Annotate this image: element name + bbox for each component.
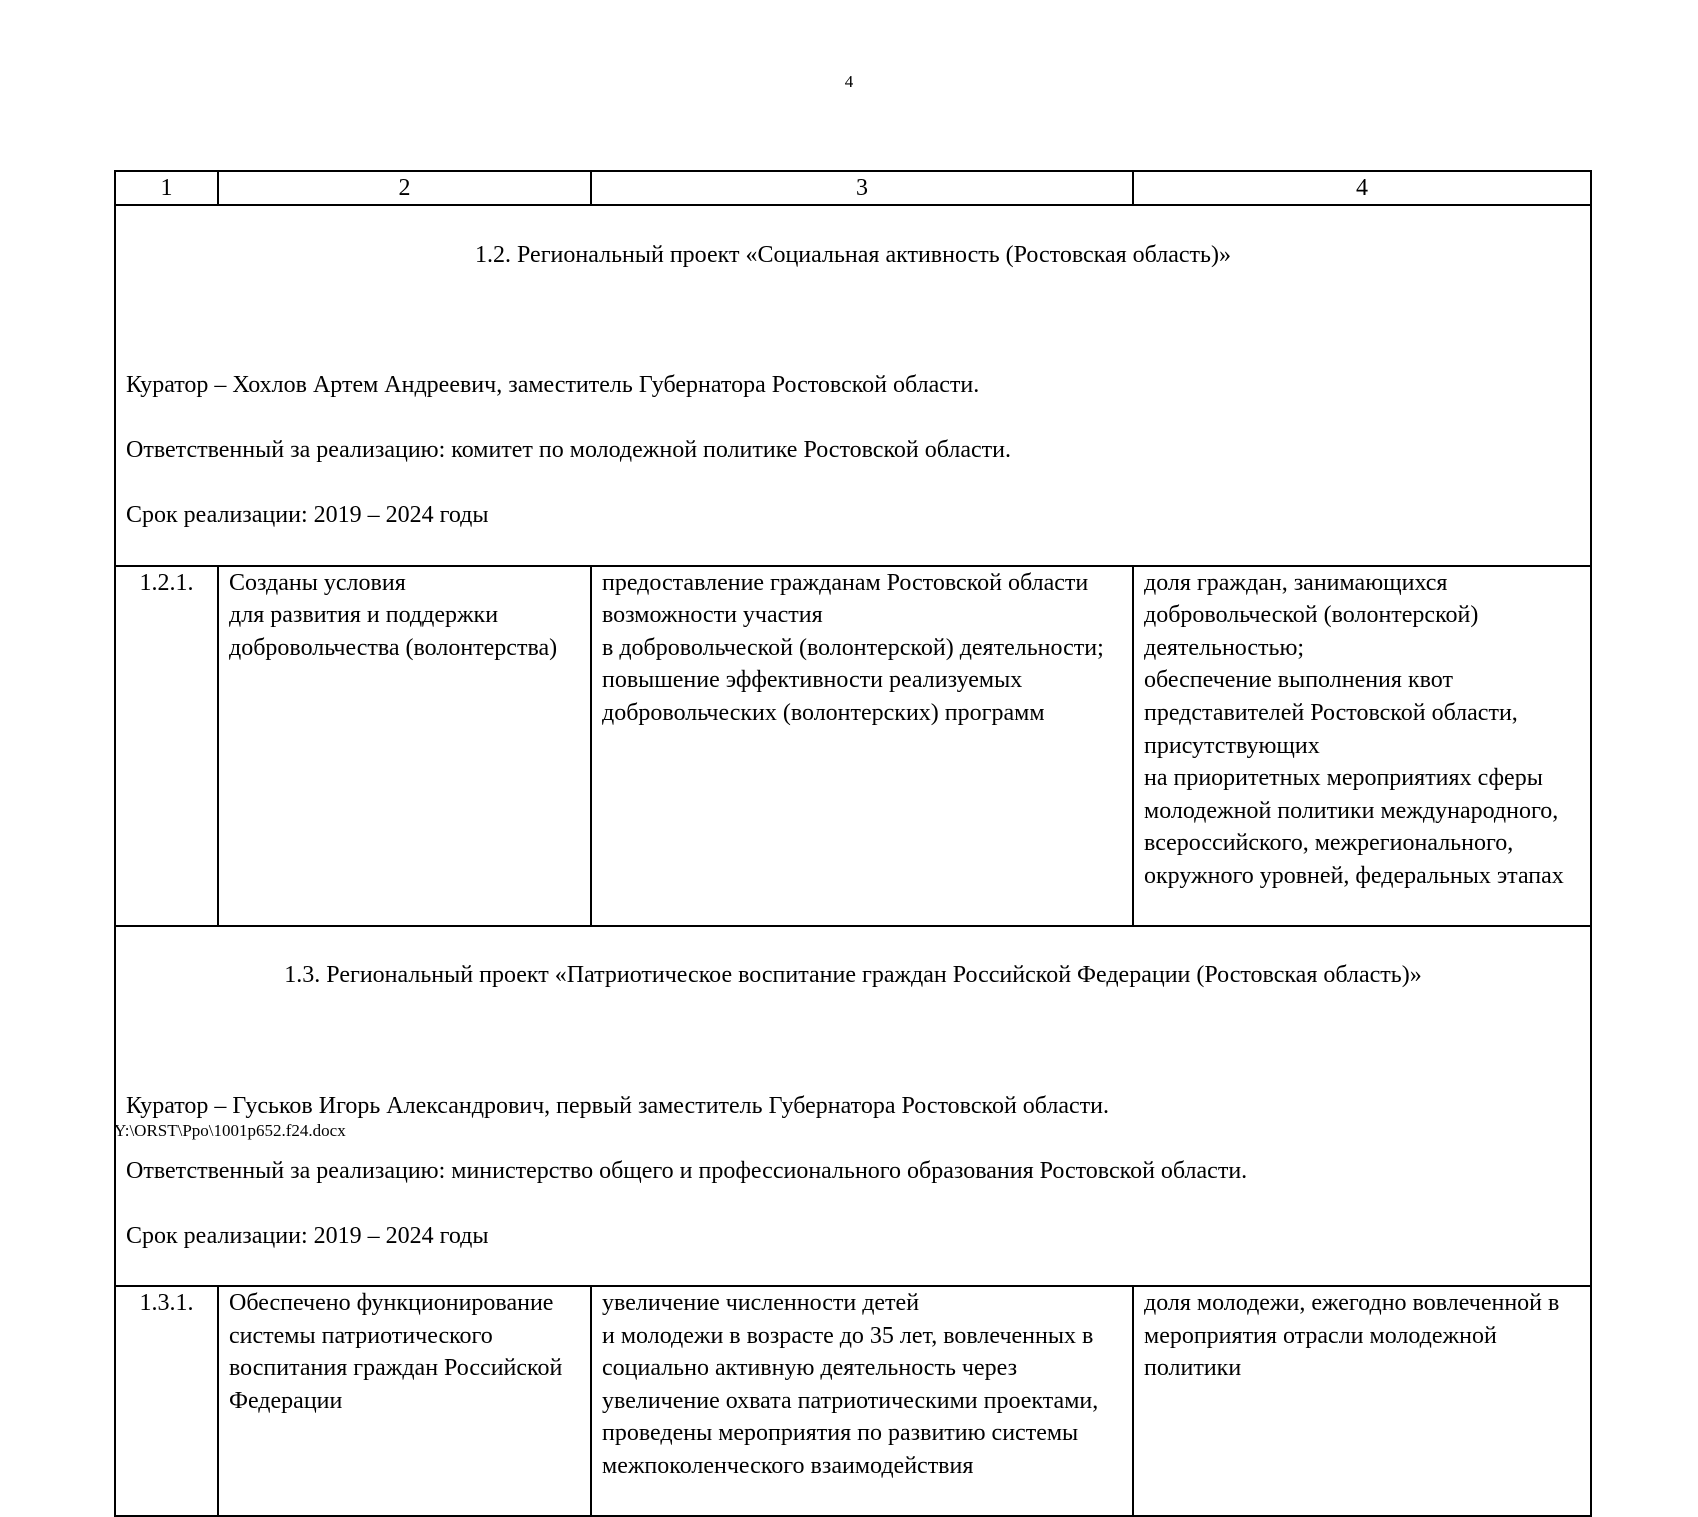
section-header-row xyxy=(115,205,1591,566)
row-number: 1.2.1. xyxy=(115,566,218,926)
row-description: увеличение численности детей и молодежи в возрасте до 35 лет, вовлеченных в социально активную деятельность через увеличение охвата патриотическими проектами, проведены мероприятия по развитию системы межпоколенческого взаимодействия xyxy=(591,1286,1133,1516)
column-header-3: 3 xyxy=(591,171,1133,205)
section-header-cell xyxy=(115,205,1591,566)
table-row xyxy=(115,1286,1591,1516)
section-responsible: Ответственный за реализацию: министерство общего и профессионального образования Ростовской области. xyxy=(126,1157,1248,1184)
page-number: 4 xyxy=(844,72,854,91)
section-responsible: Ответственный за реализацию: комитет по молодежной политике Ростовской области. xyxy=(126,437,1011,464)
document-table xyxy=(114,170,1592,1517)
row-indicator: доля граждан, занимающихся добровольческой (волонтерской) деятельностью; обеспечение выполнения квот представителей Ростовской области, присутствующих на приоритетных мероприятиях сферы молодежной политики международного, всероссийского, межрегионального, окружного уровней, федеральных этапах xyxy=(1133,566,1591,926)
row-indicator: доля молодежи, ежегодно вовлеченной в мероприятия отрасли молодежной политики xyxy=(1133,1286,1591,1516)
section-header-row xyxy=(115,926,1591,1287)
section-term: Срок реализации: 2019 – 2024 годы xyxy=(126,502,489,529)
row-result: Обеспечено функционирование системы патриотического воспитания граждан Российской Федерации xyxy=(218,1286,591,1516)
column-header-1: 1 xyxy=(115,171,218,205)
section-term: Срок реализации: 2019 – 2024 годы xyxy=(126,1222,489,1249)
section-title: 1.3. Региональный проект «Патриотическое воспитание граждан Российской Федерации (Ростовская область)» xyxy=(284,962,1422,989)
table-row xyxy=(115,566,1591,926)
row-number: 1.3.1. xyxy=(115,1286,218,1516)
section-title: 1.2. Региональный проект «Социальная активность (Ростовская область)» xyxy=(475,241,1231,268)
section-curator: Куратор – Хохлов Артем Андреевич, заместитель Губернатора Ростовской области. xyxy=(126,371,980,398)
column-header-4: 4 xyxy=(1133,171,1591,205)
row-result: Созданы условия для развития и поддержки добровольчества (волонтерства) xyxy=(218,566,591,926)
column-header-2: 2 xyxy=(218,171,591,205)
section-header-cell xyxy=(115,926,1591,1287)
row-description: предоставление гражданам Ростовской области возможности участия в добровольческой (волонтерской) деятельности; повышение эффективности реализуемых добровольческих (волонтерских) программ xyxy=(591,566,1133,926)
footer-file-path: Y:\ORST\Ppo\1001p652.f24.docx xyxy=(114,1121,346,1140)
column-number-row xyxy=(115,171,1591,205)
section-curator: Куратор – Гуськов Игорь Александрович, первый заместитель Губернатора Ростовской области. xyxy=(126,1092,1110,1119)
